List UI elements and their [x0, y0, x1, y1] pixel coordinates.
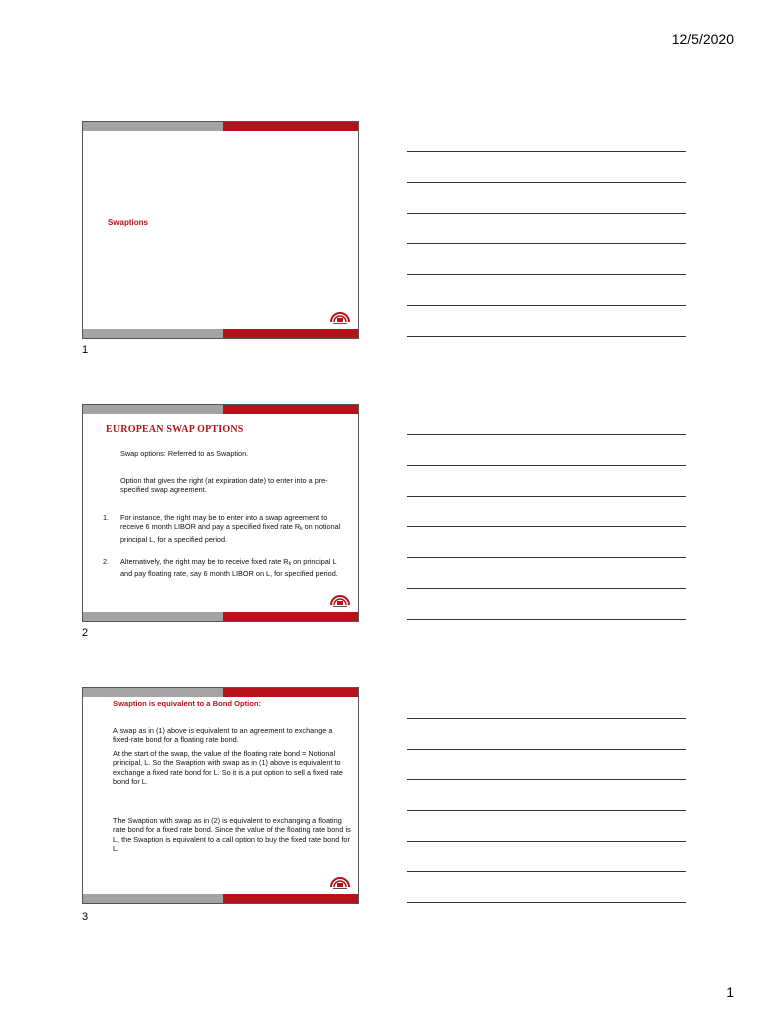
institute-logo-icon	[329, 309, 351, 325]
note-line	[407, 465, 686, 466]
institute-logo-icon	[329, 874, 351, 890]
list-item-text: Alternatively, the right may be to receive fixed rate $R_k$ on principal L and pay floating rate, say 6 month LIBOR on L, for specified period.	[120, 557, 338, 579]
note-line	[407, 434, 686, 435]
slide-text: At the start of the swap, the value of the floating rate bond = Notional principal, L. So the Swaption with swap as in (1) above is equivalent to exchange a fixed rate bond for L. So it is a put option to sell a fixed rate bond for L.	[113, 749, 343, 787]
note-line	[407, 841, 686, 842]
note-line	[407, 213, 686, 214]
note-line	[407, 496, 686, 497]
slide-title: EUROPEAN SWAP OPTIONS	[106, 424, 244, 435]
slide-text: Option that gives the right (at expiration date) to enter into a pre-specified swap agreement.	[120, 476, 328, 495]
page-number: 1	[726, 984, 734, 1000]
note-line	[407, 182, 686, 183]
slide-number-3: 3	[82, 911, 89, 923]
note-line	[407, 871, 686, 872]
slide-text: The Swaption with swap as in (2) is equivalent to exchanging a floating rate bond for a fixed rate bond. Since the value of the floating rate bond is L, the Swaption is equivalent to a call option to buy the fixed rate bond for L.	[113, 816, 351, 854]
note-line	[407, 779, 686, 780]
note-line	[407, 619, 686, 620]
slide-top-bar	[83, 688, 358, 697]
notes-lines-1	[407, 151, 686, 341]
note-line	[407, 305, 686, 306]
slide-text: A swap as in (1) above is equivalent to an agreement to exchange a fixed-rate bond for a floating rate bond.	[113, 726, 333, 745]
slide-top-bar	[83, 405, 358, 414]
list-item-text: For instance, the right may be to enter into a swap agreement to receive 6 month LIBOR and pay a specified fixed rate $R_k$ on notional principal L, for a specified period.	[120, 513, 341, 544]
note-line	[407, 336, 686, 337]
note-line	[407, 718, 686, 719]
note-line	[407, 588, 686, 589]
slide-bottom-bar	[83, 894, 358, 903]
notes-lines-3	[407, 718, 686, 908]
notes-lines-2	[407, 434, 686, 624]
note-line	[407, 810, 686, 811]
note-line	[407, 274, 686, 275]
slide-number-1: 1	[82, 344, 89, 356]
note-line	[407, 557, 686, 558]
note-line	[407, 902, 686, 903]
slide-title: Swaptions	[108, 218, 149, 227]
slide-1	[82, 121, 359, 339]
list-number: 2.	[103, 557, 110, 566]
slide-number-2: 2	[82, 627, 89, 639]
slide-text: Swap options: Referred to as Swaption.	[120, 449, 249, 458]
slide-title: Swaption is equivalent to a Bond Option:	[113, 699, 262, 708]
slide-bottom-bar	[83, 612, 358, 621]
note-line	[407, 526, 686, 527]
slide-bottom-bar	[83, 329, 358, 338]
print-date: 12/5/2020	[671, 31, 734, 47]
note-line	[407, 749, 686, 750]
institute-logo-icon	[329, 592, 351, 608]
slide-2	[82, 404, 359, 622]
note-line	[407, 151, 686, 152]
list-number: 1.	[103, 513, 110, 522]
slide-top-bar	[83, 122, 358, 131]
slide-3	[82, 687, 359, 904]
note-line	[407, 243, 686, 244]
